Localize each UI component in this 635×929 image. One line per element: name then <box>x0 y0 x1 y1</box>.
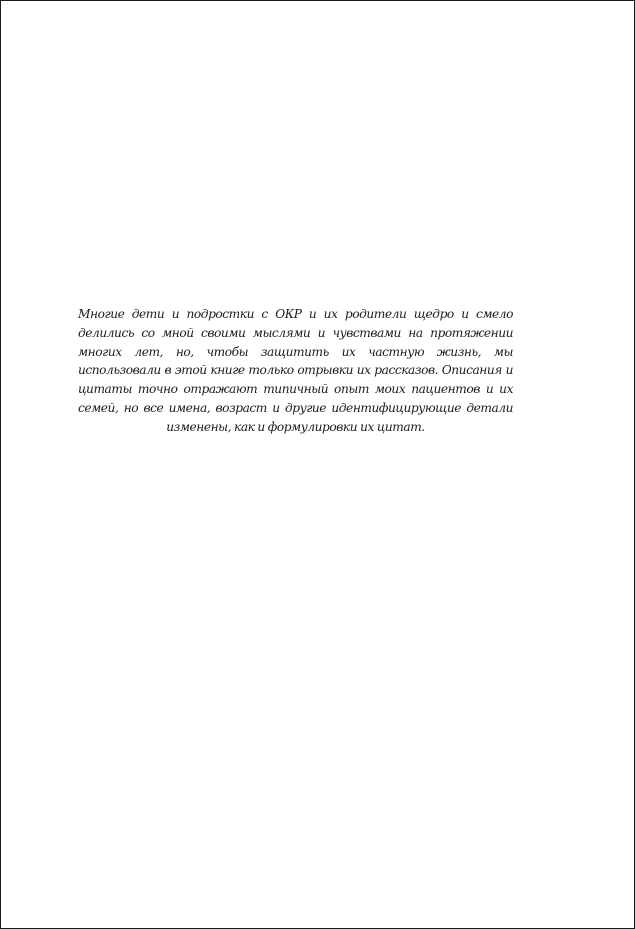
privacy-notice-paragraph: Многие дети и подростки с ОКР и их родители щедро и смело делились со мной своими мыслями и чувствами на протяжении многих лет, но, чтобы защитить их частную жизнь, мы использовали в этой книге только отрывки их рассказов. Описания и цитаты точно отражают типичный опыт моих пациентов и их семей, но все имена, возраст и другие идентифицирующие детали изменены, как и формулировки их цитат. <box>78 307 513 434</box>
